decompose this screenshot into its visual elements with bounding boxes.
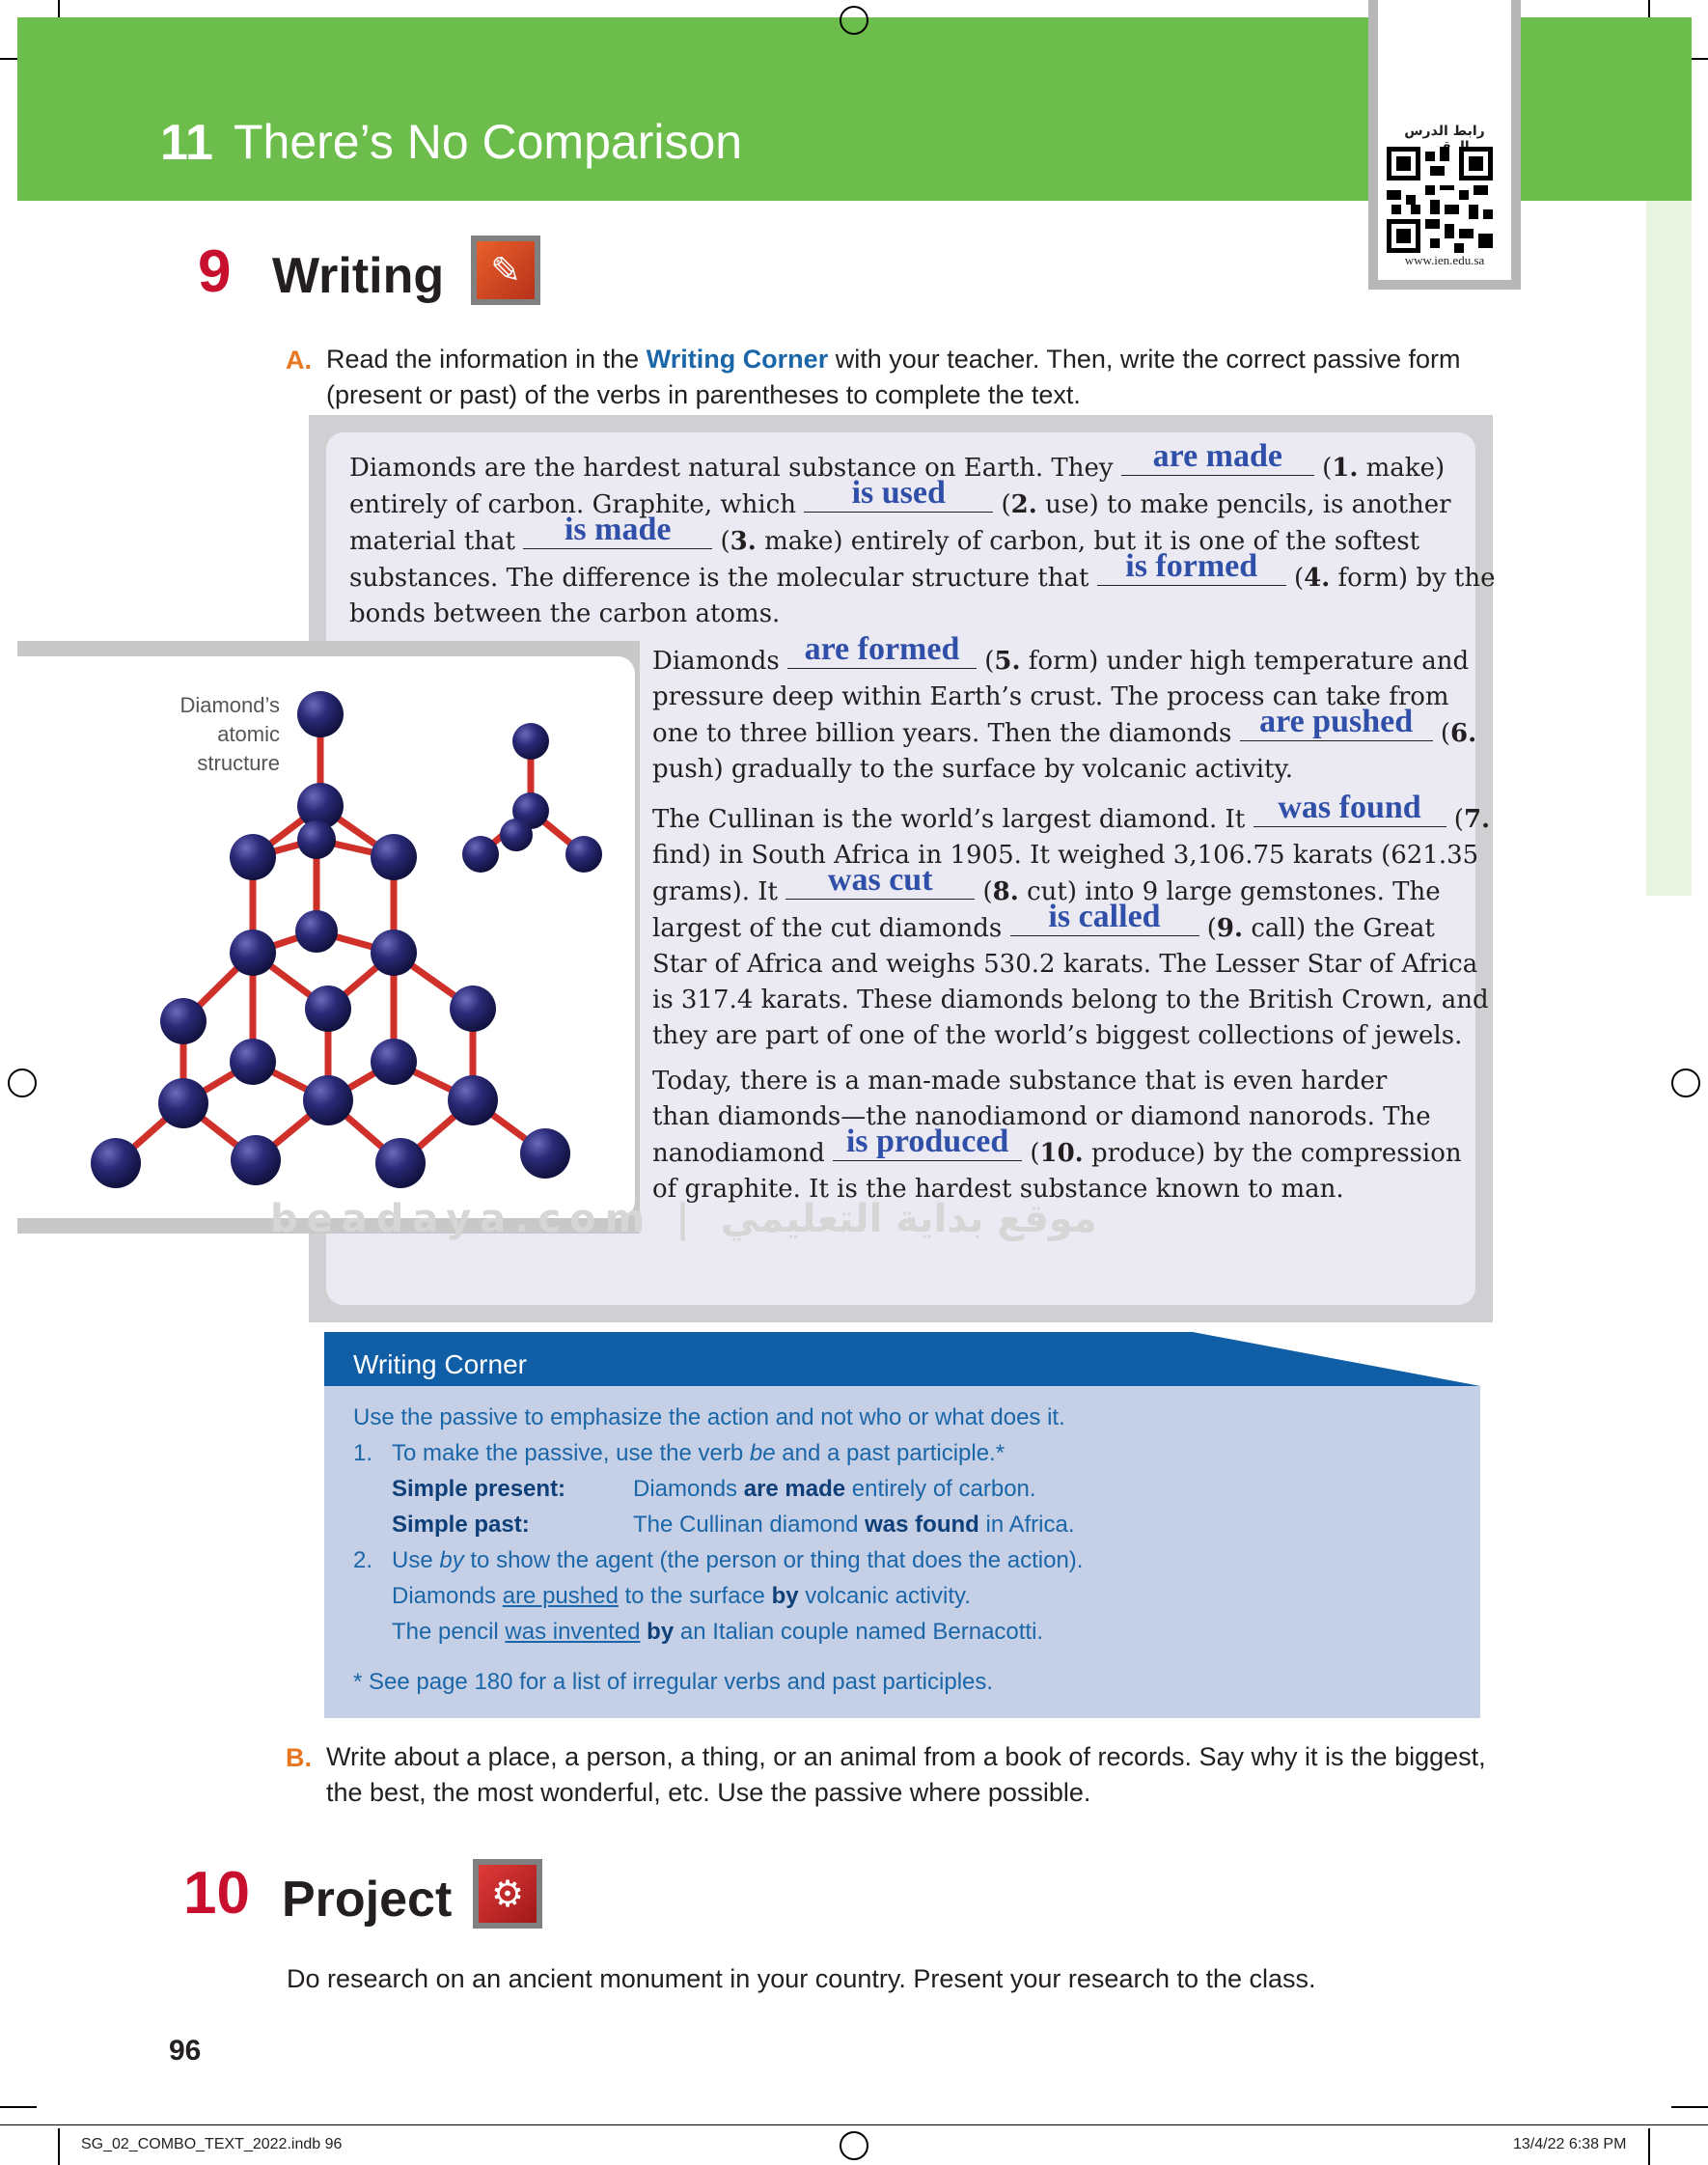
footer-rule — [0, 2124, 1708, 2125]
registration-mark — [840, 2131, 868, 2160]
pencil-icon: ✎ — [471, 236, 540, 305]
writing-corner-intro: Use the passive to emphasize the action and not who or what does it. — [353, 1404, 1065, 1430]
answer-blank[interactable] — [1253, 790, 1446, 827]
reading-line: bonds between the carbon atoms. — [349, 599, 781, 628]
writing-corner-simple-past: Simple past: The Cullinan diamond was found in Africa. — [392, 1512, 1075, 1538]
answer-3: is made — [564, 512, 672, 547]
crop-mark — [58, 2128, 60, 2165]
item-letter-b: B. — [286, 1743, 312, 1772]
section-number: 9 — [198, 238, 232, 305]
writing-corner-content — [353, 1400, 1083, 1700]
answer-blank[interactable] — [1121, 438, 1314, 476]
reading-line: they are part of one of the world’s biggest collections of jewels. — [652, 1021, 1463, 1050]
reading-line: push) gradually to the surface by volcanic activity. — [652, 755, 1293, 784]
reading-line: is 317.4 karats. These diamonds belong to the British Crown, and — [652, 985, 1489, 1014]
registration-mark — [8, 1069, 37, 1097]
reading-paragraph-3 — [652, 790, 1491, 1054]
writing-corner-item-1: 1. To make the passive, use the verb be and a past participle.* — [353, 1440, 1006, 1466]
project-instruction: Do research on an ancient monument in your country. Present your research to the class. — [287, 1964, 1316, 1993]
section-title: Writing — [272, 248, 445, 304]
footer-timestamp: 13/4/22 6:38 PM — [1513, 2136, 1627, 2152]
instruction-a: Read the information in the Writing Corner with your teacher. Then, write the correct passive form (present or past) of the verbs in parentheses to complete the text. — [326, 345, 1461, 409]
answer-8: was cut — [827, 862, 933, 898]
reading-line: Star of Africa and weighs 530.2 karats. The Lesser Star of Africa — [652, 950, 1478, 979]
answer-blank[interactable] — [787, 631, 977, 669]
answer-4: is formed — [1125, 548, 1258, 584]
reading-paragraph-4 — [652, 1064, 1462, 1207]
section-number: 10 — [183, 1860, 250, 1927]
answer-10: is produced — [845, 1124, 1009, 1159]
watermark-text: beadaya.com | موقع بداية التعليمي — [270, 1197, 1097, 1241]
reading-line: Diamonds are the hardest natural substance on Earth. They are made (1. make) — [349, 438, 1446, 483]
crop-mark — [0, 2106, 37, 2108]
writing-corner-title: Writing Corner — [353, 1349, 527, 1379]
qr-label: رابط الدرس — [1404, 124, 1485, 139]
footer-file-info: SG_02_COMBO_TEXT_2022.indb 96 — [81, 2136, 343, 2152]
reading-line: largest of the cut diamonds is called (9. call) the Great — [652, 899, 1435, 943]
reading-line: material that is made (3. make) entirely of carbon, but it is one of the softest — [349, 512, 1420, 556]
reading-paragraph-2 — [652, 631, 1477, 788]
reading-line: entirely of carbon. Graphite, which is used (2. use) to make pencils, is another — [349, 475, 1451, 519]
answer-blank[interactable] — [1240, 704, 1433, 741]
answer-9: is called — [1048, 899, 1161, 934]
gears-icon: ⚙ — [473, 1859, 542, 1929]
answer-5: are formed — [804, 631, 960, 667]
answer-1: are made — [1152, 438, 1282, 474]
section-title: Project — [282, 1872, 453, 1928]
reading-line: than diamonds—the nanodiamond or diamond nanorods. The — [652, 1102, 1431, 1131]
instruction-b: Write about a place, a person, a thing, or an animal from a book of records. Say why it is the biggest, the best, the most wonderful, etc. Use the passive where possible. — [326, 1742, 1486, 1807]
reading-line: The Cullinan is the world’s largest diamond. It was found (7. — [652, 790, 1491, 834]
writing-corner-simple-present: Simple present: Diamonds are made entirely of carbon. — [392, 1476, 1036, 1502]
reading-line: one to three billion years. Then the diamonds are pushed (6. — [652, 704, 1477, 748]
answer-blank[interactable] — [523, 512, 712, 549]
writing-corner-note: * See page 180 for a list of irregular verbs and past participles. — [353, 1669, 994, 1695]
item-letter-a: A. — [286, 346, 312, 375]
answer-2: is used — [851, 475, 946, 511]
reading-line: pressure deep within Earth’s crust. The process can take from — [652, 682, 1449, 711]
registration-mark — [1671, 1069, 1700, 1097]
diamond-atomic-structure-illustration — [77, 676, 618, 1207]
qr-url[interactable]: www.ien.edu.sa — [1404, 253, 1485, 267]
side-strip — [1646, 201, 1692, 896]
unit-title: There’s No Comparison — [234, 115, 743, 169]
crop-mark — [1648, 2128, 1650, 2165]
answer-blank[interactable] — [785, 862, 975, 900]
registration-mark — [840, 6, 868, 35]
reading-line: Today, there is a man-made substance that is even harder — [652, 1067, 1388, 1096]
reading-line: grams). It was cut (8. cut) into 9 large gemstones. The — [652, 862, 1441, 906]
answer-6: are pushed — [1259, 704, 1414, 739]
reading-line: find) in South Africa in 1905. It weighed 3,106.75 karats (621.35 — [652, 841, 1479, 870]
reading-line: Diamonds are formed (5. form) under high temperature and — [652, 631, 1470, 676]
answer-blank[interactable] — [804, 475, 993, 513]
writing-corner-example-2: The pencil was invented by an Italian couple named Bernacotti. — [392, 1619, 1044, 1645]
page-number: 96 — [169, 2035, 202, 2067]
reading-line: substances. The difference is the molecular structure that is formed (4. form) by the — [349, 548, 1496, 593]
answer-blank[interactable] — [833, 1124, 1022, 1161]
image-caption: Diamond’s atomic structure — [179, 693, 280, 775]
answer-blank[interactable] — [1010, 899, 1199, 936]
answer-blank[interactable] — [1097, 548, 1286, 586]
writing-corner-example-1: Diamonds are pushed to the surface by volcanic activity. — [392, 1583, 971, 1609]
crop-mark — [1671, 2106, 1708, 2108]
writing-corner-item-2: 2. Use by to show the agent (the person or thing that does the action). — [353, 1547, 1084, 1573]
answer-7: was found — [1278, 790, 1421, 825]
reading-line: of graphite. It is the hardest substance known to man. — [652, 1175, 1344, 1204]
reading-line: nanodiamond is produced (10. produce) by the compression — [652, 1124, 1462, 1168]
unit-number: 11 — [160, 115, 213, 171]
qr-code[interactable] — [1387, 147, 1493, 253]
writing-corner-reference: Writing Corner — [646, 345, 829, 374]
reading-paragraph-1 — [349, 438, 1496, 632]
